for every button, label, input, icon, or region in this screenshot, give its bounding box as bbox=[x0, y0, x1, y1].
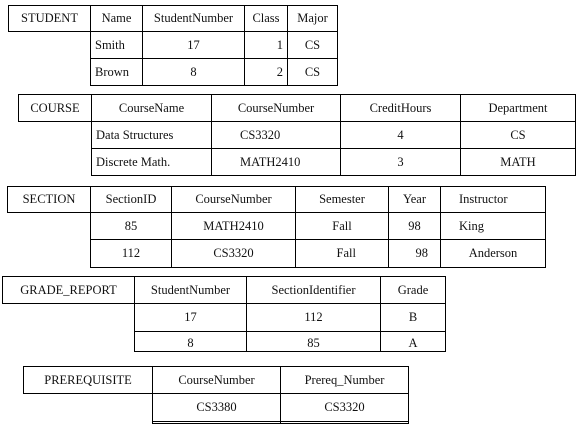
col-header-department: Department bbox=[460, 94, 576, 122]
table-cell: 112 bbox=[246, 303, 381, 332]
table-cell: Brown bbox=[90, 58, 143, 86]
table-cell: MATH2410 bbox=[211, 148, 341, 176]
col-header-prereq-number: Prereq_Number bbox=[280, 366, 409, 394]
table-cell: 1 bbox=[244, 31, 288, 59]
table-cell: 2 bbox=[244, 58, 288, 86]
table-cell: A bbox=[380, 331, 446, 352]
table-cell: CS3320 bbox=[171, 239, 296, 268]
col-header-name: Name bbox=[90, 5, 143, 32]
table-cell: 17 bbox=[142, 31, 245, 59]
table-cell: Smith bbox=[90, 31, 143, 59]
table-cell: 85 bbox=[90, 212, 172, 240]
col-header-sectionid: SectionID bbox=[90, 186, 172, 213]
table-cell: 8 bbox=[142, 58, 245, 86]
col-header-class: Class bbox=[244, 5, 288, 32]
table-cell: 17 bbox=[134, 303, 247, 332]
table-cell: CS3320 bbox=[280, 393, 409, 422]
table-cell: CS bbox=[287, 31, 338, 59]
col-header-coursename: CourseName bbox=[91, 94, 212, 122]
table-cell: CS3380 bbox=[152, 393, 281, 422]
table-cell: 8 bbox=[134, 331, 247, 352]
col-header-coursenumber: CourseNumber bbox=[152, 366, 281, 394]
table-cell: Anderson bbox=[440, 239, 546, 268]
col-header-instructor: Instructor bbox=[440, 186, 546, 213]
table-cell: MATH2410 bbox=[171, 212, 296, 240]
table-cell: 3 bbox=[340, 148, 461, 176]
table-name-section: SECTION bbox=[7, 186, 91, 213]
col-header-coursenumber: CourseNumber bbox=[171, 186, 296, 213]
table-cell: CS bbox=[460, 121, 576, 149]
col-header-sectionidentifier: SectionIdentifier bbox=[246, 276, 381, 304]
table-cell: CS bbox=[287, 58, 338, 86]
table-cell: 98 bbox=[388, 239, 441, 268]
col-header-major: Major bbox=[287, 5, 338, 32]
table-cell: 85 bbox=[246, 331, 381, 352]
table-cell: Fall bbox=[295, 212, 389, 240]
col-header-credithours: CreditHours bbox=[340, 94, 461, 122]
col-header-year: Year bbox=[388, 186, 441, 213]
col-header-studentnumber: StudentNumber bbox=[134, 276, 247, 304]
table-cell: 4 bbox=[340, 121, 461, 149]
table-cell: Data Structures bbox=[91, 121, 212, 149]
table-cell: Fall bbox=[295, 239, 389, 268]
table-cell: Discrete Math. bbox=[91, 148, 212, 176]
table-cell: CS3320 bbox=[211, 121, 341, 149]
col-header-grade: Grade bbox=[380, 276, 446, 304]
col-header-studentnumber: StudentNumber bbox=[142, 5, 245, 32]
table-cell: 98 bbox=[388, 212, 441, 240]
table-name-student: STUDENT bbox=[8, 5, 91, 32]
col-header-coursenumber: CourseNumber bbox=[211, 94, 341, 122]
table-cell: 112 bbox=[90, 239, 172, 268]
table-name-course: COURSE bbox=[18, 94, 92, 122]
col-header-semester: Semester bbox=[295, 186, 389, 213]
table-name-grade-report: GRADE_REPORT bbox=[2, 276, 135, 304]
table-cell: King bbox=[440, 212, 546, 240]
table-cell: MATH bbox=[460, 148, 576, 176]
table-name-prerequisite: PREREQUISITE bbox=[23, 366, 153, 394]
table-cell: B bbox=[380, 303, 446, 332]
